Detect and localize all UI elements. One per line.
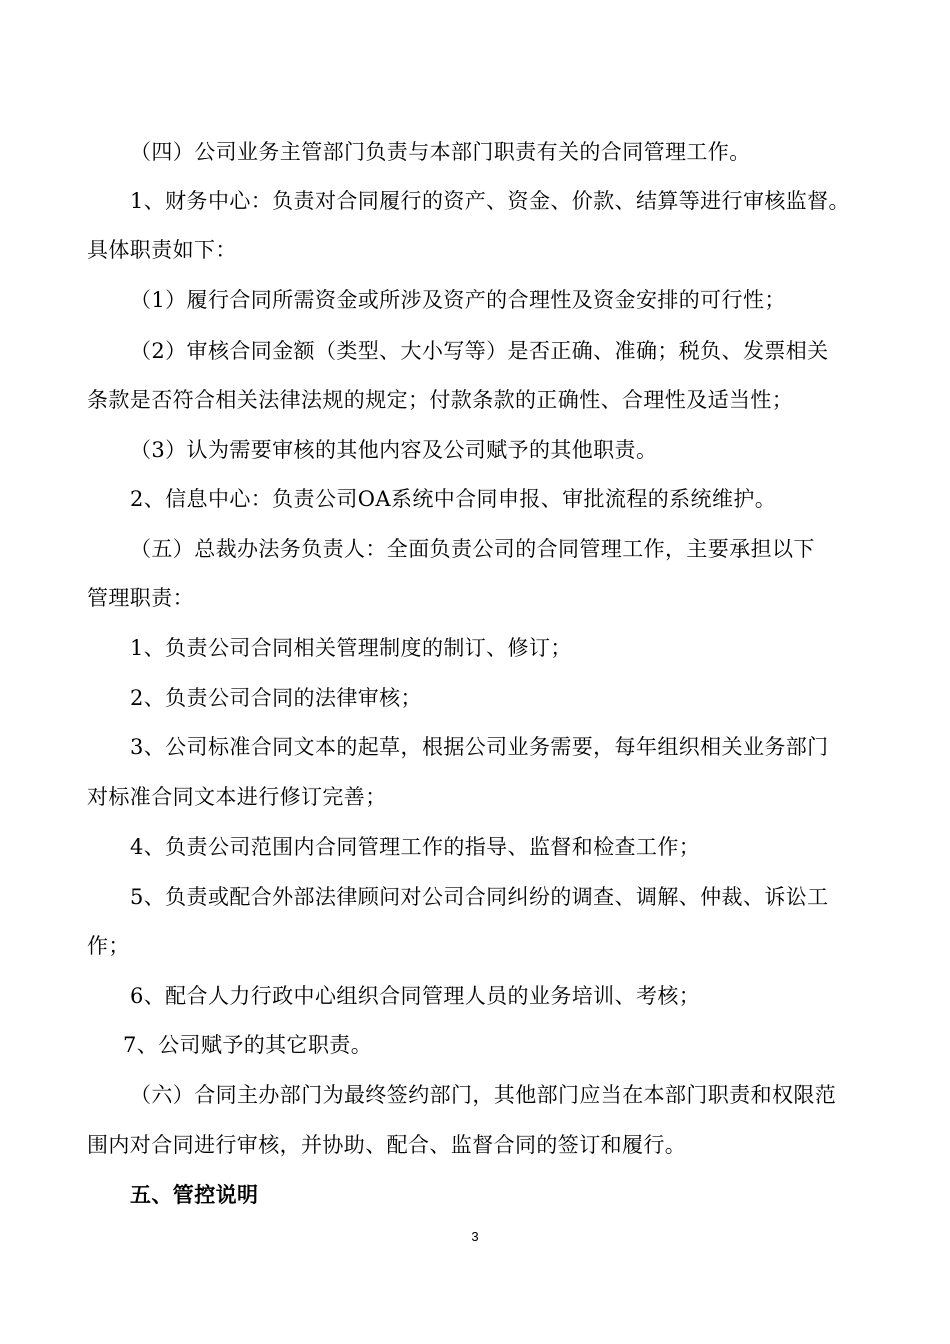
page-number: 3 — [471, 1229, 479, 1244]
paragraph-line: 5、负责或配合外部法律顾问对公司合同纠纷的调查、调解、仲裁、诉讼工 — [130, 885, 829, 909]
paragraph-line: 1、财务中心：负责对合同履行的资产、资金、价款、结算等进行审核监督。 — [130, 189, 850, 213]
paragraph-line: （2）审核合同金额（类型、大小写等）是否正确、准确；税负、发票相关 — [130, 339, 829, 363]
paragraph-line: 条款是否符合相关法律法规的规定；付款条款的正确性、合理性及适当性； — [87, 388, 794, 412]
paragraph-line: 3、公司标准合同文本的起草，根据公司业务需要，每年组织相关业务部门 — [130, 735, 829, 759]
paragraph-line: 作； — [87, 934, 130, 958]
paragraph-line: （六）合同主办部门为最终签约部门，其他部门应当在本部门职责和权限范 — [130, 1083, 837, 1107]
paragraph-line: （1）履行合同所需资金或所涉及资产的合理性及资金安排的可行性； — [130, 288, 786, 312]
paragraph-line: （四）公司业务主管部门负责与本部门职责有关的合同管理工作。 — [130, 140, 751, 164]
paragraph-line: 7、公司赋予的其它职责。 — [123, 1033, 373, 1057]
paragraph-line: 6、配合人力行政中心组织合同管理人员的业务培训、考核； — [130, 984, 701, 1008]
paragraph-line: 2、信息中心：负责公司OA系统中合同申报、审批流程的系统维护。 — [130, 487, 777, 511]
paragraph-line: 管理职责： — [87, 586, 194, 610]
paragraph-line: （3）认为需要审核的其他内容及公司赋予的其他职责。 — [130, 438, 658, 462]
paragraph-line: 2、负责公司合同的法律审核； — [130, 686, 422, 710]
paragraph-line: 对标准合同文本进行修订完善； — [87, 785, 387, 809]
paragraph-line: （五）总裁办法务负责人：全面负责公司的合同管理工作，主要承担以下 — [130, 537, 815, 561]
section-heading: 五、管控说明 — [130, 1182, 259, 1207]
paragraph-line: 具体职责如下： — [87, 238, 237, 262]
paragraph-line: 围内对合同进行审核，并协助、配合、监督合同的签订和履行。 — [87, 1133, 687, 1157]
paragraph-line: 1、负责公司合同相关管理制度的制订、修订； — [130, 636, 572, 660]
paragraph-line: 4、负责公司范围内合同管理工作的指导、监督和检查工作； — [130, 835, 701, 859]
